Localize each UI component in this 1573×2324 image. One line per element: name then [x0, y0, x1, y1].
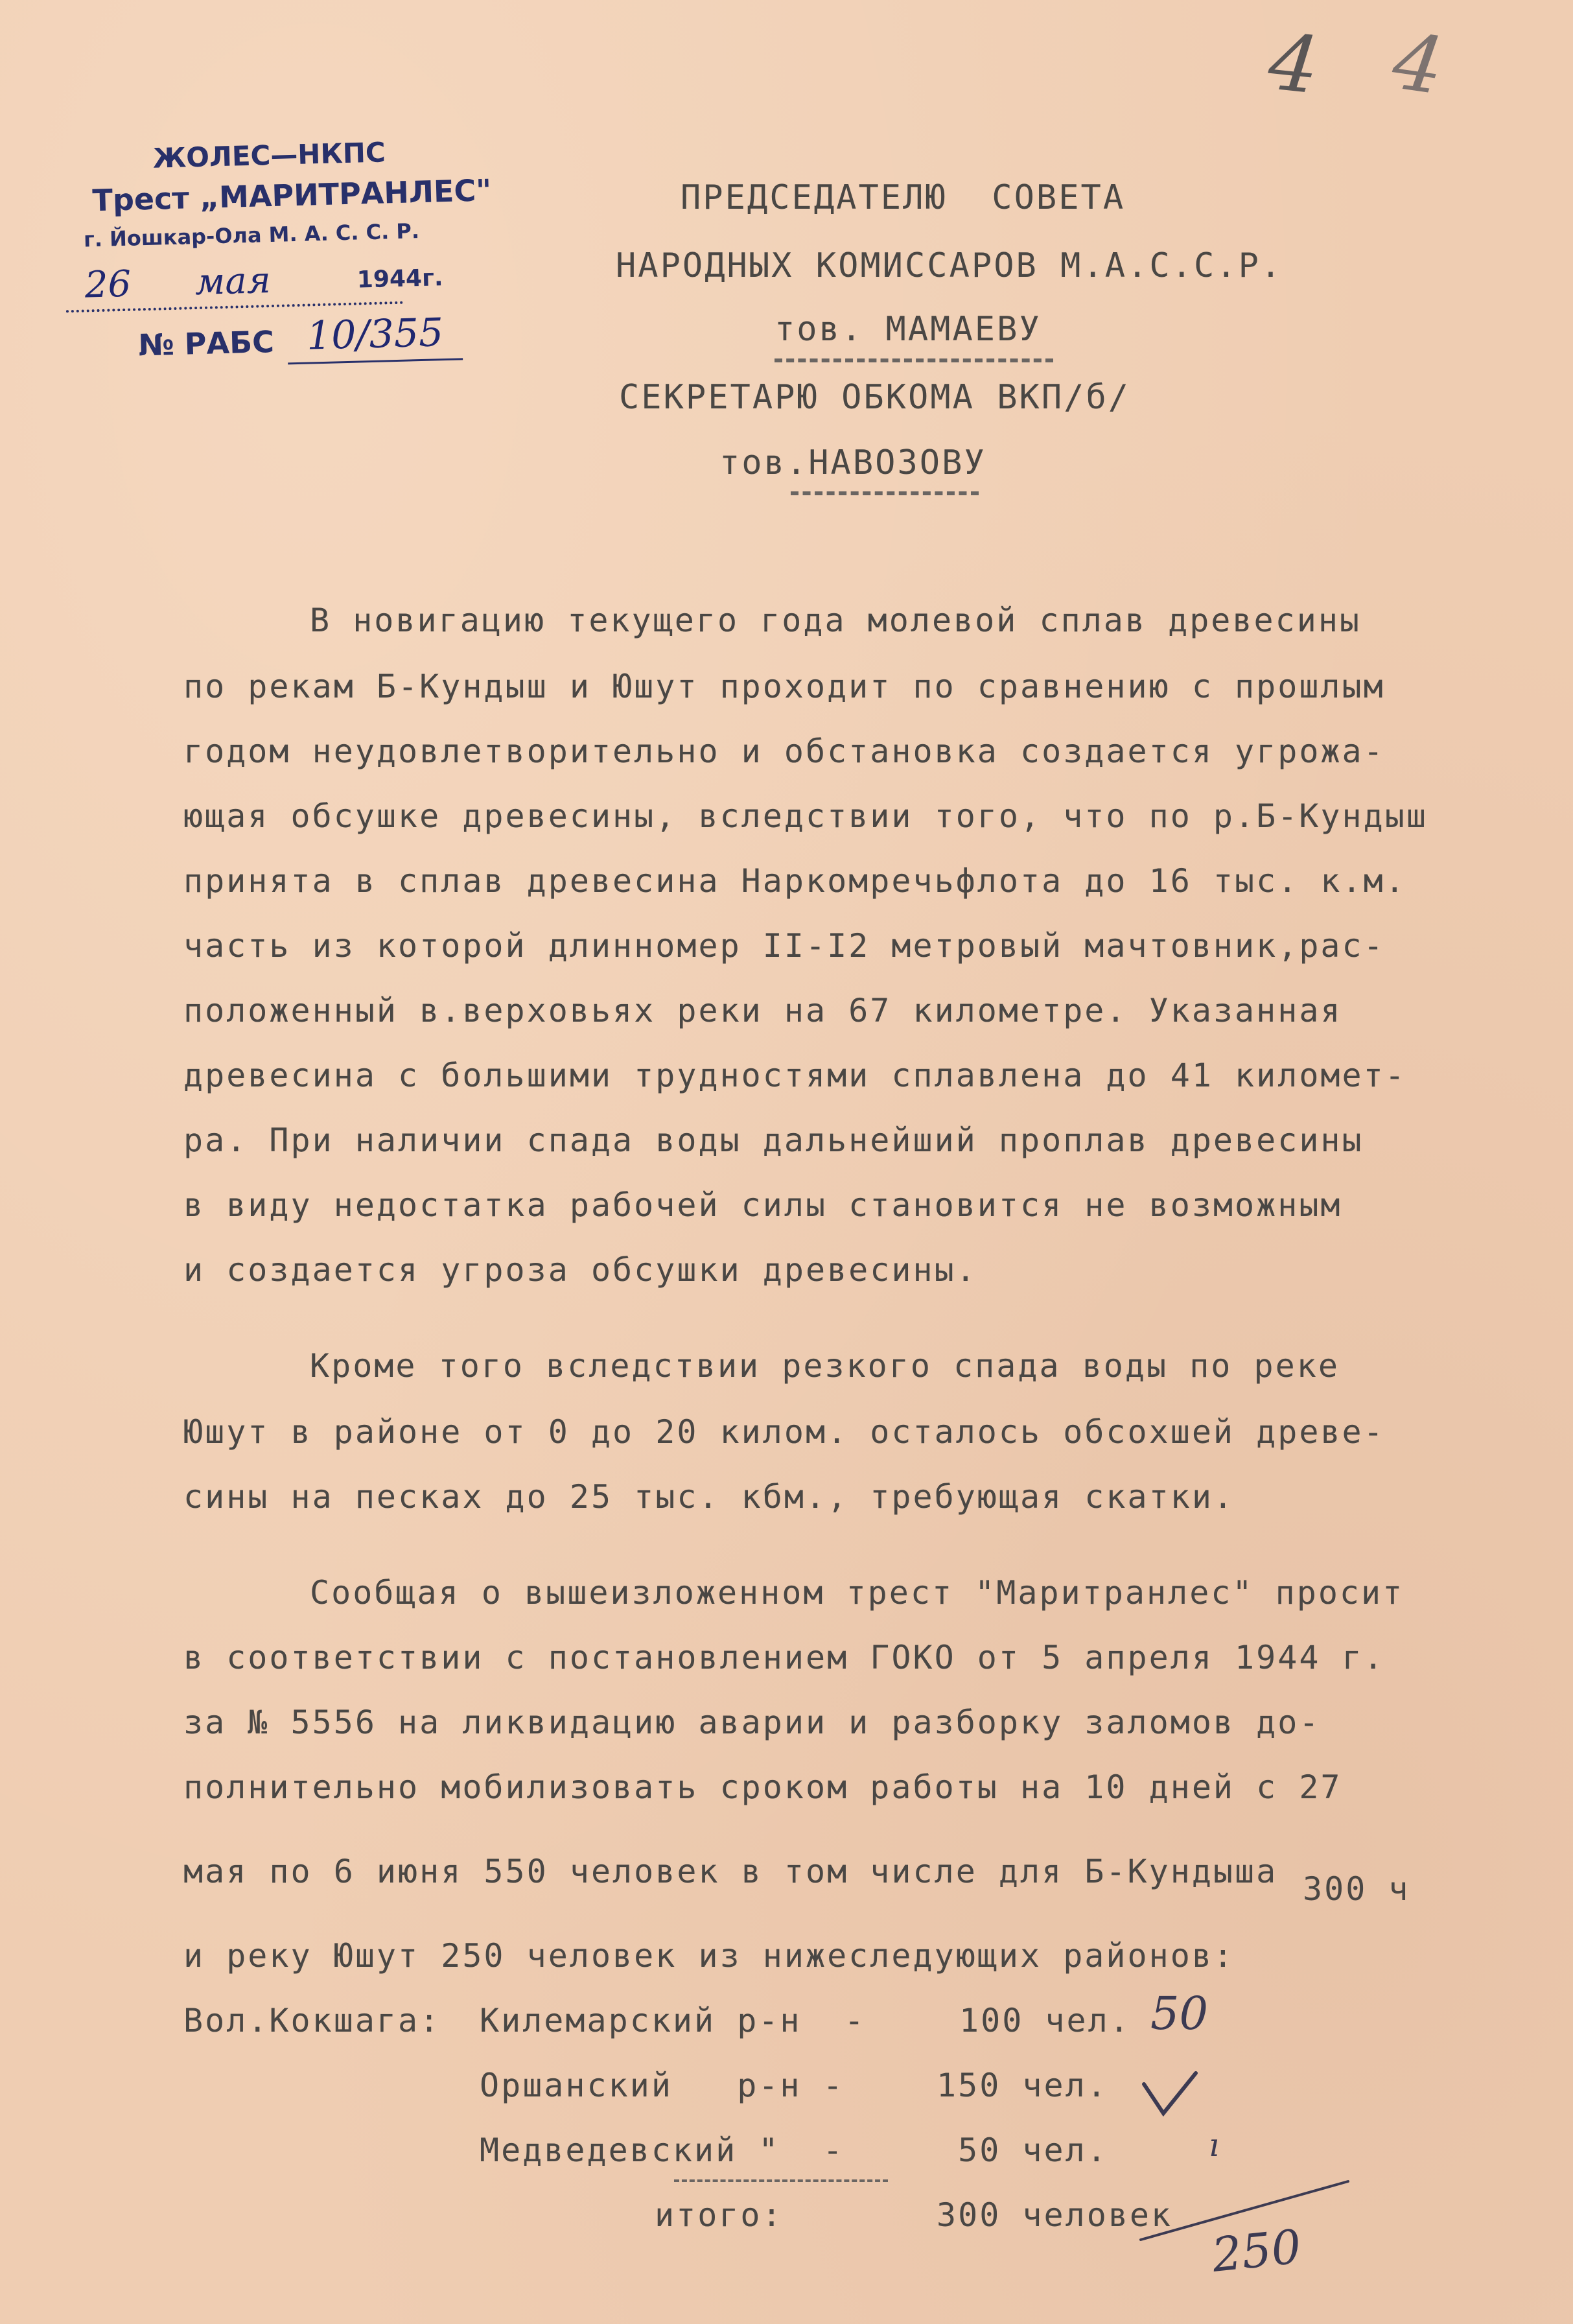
body-line: сины на песках до 25 тыс. кбм., требующая скатки. [183, 1478, 1235, 1516]
body-line: ющая обсушке древесины, вследствии того, что по р.Б-Кундыш [183, 797, 1428, 835]
body-line: по рекам Б-Кундыш и Юшут проходит по сравнению с прошлым [183, 668, 1385, 705]
body-line: Сообщая о вышеизложенном трест "Маритранлес" просит [310, 1574, 1404, 1612]
address-underline-2 [791, 491, 979, 495]
stamp-date-day: 26 [84, 263, 132, 307]
handwritten-note-50: 50 [1150, 1987, 1209, 2040]
allocation-amount: 50 чел. [937, 2131, 1108, 2169]
allocation-district: Килемарский р-н - [480, 2002, 866, 2039]
stamp-date-year: 1944г. [356, 264, 444, 294]
body-line: годом неудовлетворительно и обстановка создается угрожа- [183, 733, 1385, 770]
body-line: мая по 6 июня 550 человек в том числе для Б-Кундыша [183, 1853, 1278, 1890]
allocation-district: Медведевский " - [480, 2131, 845, 2169]
allocation-district: Оршанский р-н - [480, 2067, 845, 2104]
body-line: в соответствии с постановлением ГОКО от 5 апреля 1944 г. [183, 1639, 1385, 1676]
registration-stamp [62, 134, 492, 385]
body-line: за № 5556 на ликвидацию аварии и разборку заломов до- [183, 1704, 1321, 1741]
body-line: В новигацию текущего года молевой сплав древесины [310, 602, 1362, 639]
stamp-date-month: мая [194, 259, 272, 304]
allocation-amount: 150 чел. [937, 2067, 1108, 2104]
allocation-total-rule [674, 2179, 888, 2182]
stamp-number-label: № РАБС [137, 323, 275, 363]
stamp-number-line [288, 358, 463, 364]
body-line: положенный в.верховьях реки на 67 километре. Указанная [183, 992, 1342, 1029]
archive-mark-1: 4 [1264, 17, 1323, 112]
body-line: Кроме того вследствии резкого спада воды по реке [310, 1347, 1340, 1385]
stamp-city: г. Йошкар-Ола М. А. С. С. Р. [83, 218, 420, 252]
body-insert: 300 ч [1303, 1870, 1410, 1908]
body-line: часть из которой длинномер II-I2 метровый мачтовник,рас- [183, 927, 1385, 965]
address-line-4: СЕКРЕТАРЮ ОБКОМА ВКП/б/ [619, 378, 1131, 417]
address-line-2: НАРОДНЫХ КОМИССАРОВ М.А.С.С.Р. [616, 246, 1283, 285]
address-line-1: ПРЕДСЕДАТЕЛЮ СОВЕТА [681, 178, 1126, 217]
address-underline-1 [775, 358, 1053, 362]
handwritten-note-250: 250 [1209, 2219, 1304, 2283]
allocation-amount: 100 чел. [959, 2002, 1131, 2039]
body-line: Юшут в районе от 0 до 20 килом. осталось обсохшей древе- [183, 1413, 1385, 1451]
stamp-trust-name: Трест „МАРИТРАНЛЕС" [91, 172, 492, 218]
allocation-group-label: Вол.Кокшага: [183, 2002, 441, 2039]
body-line: и создается угроза обсушки древесины. [183, 1251, 977, 1289]
stamp-number-value: 10/355 [306, 310, 445, 359]
archive-mark-2: 4 [1387, 16, 1449, 113]
stamp-organization: ЖОЛЕС—НКПС [152, 136, 386, 174]
check-mark-icon [1141, 2068, 1199, 2120]
body-line: ра. При наличии спада воды дальнейший проплав древесины [183, 1121, 1364, 1159]
body-line: принята в сплав древесина Наркомречьфлота до 16 тыс. к.м. [183, 862, 1406, 900]
allocation-total-label: итого: [655, 2196, 784, 2234]
body-line: полнительно мобилизовать сроком работы на 10 дней с 27 [183, 1768, 1342, 1806]
body-line: в виду недостатка рабочей силы становится не возможным [183, 1186, 1342, 1224]
allocation-total-amount: 300 человек [937, 2196, 1173, 2234]
handwritten-tick: ı [1209, 2126, 1219, 2164]
body-line: древесина с большими трудностями сплавлена до 41 километ- [183, 1057, 1406, 1094]
address-line-3: тов. МАМАЕВУ [775, 310, 1042, 349]
address-line-5: тов.НАВОЗОВУ [719, 443, 986, 482]
body-line: и реку Юшут 250 человек из нижеследующих районов: [183, 1937, 1235, 1975]
